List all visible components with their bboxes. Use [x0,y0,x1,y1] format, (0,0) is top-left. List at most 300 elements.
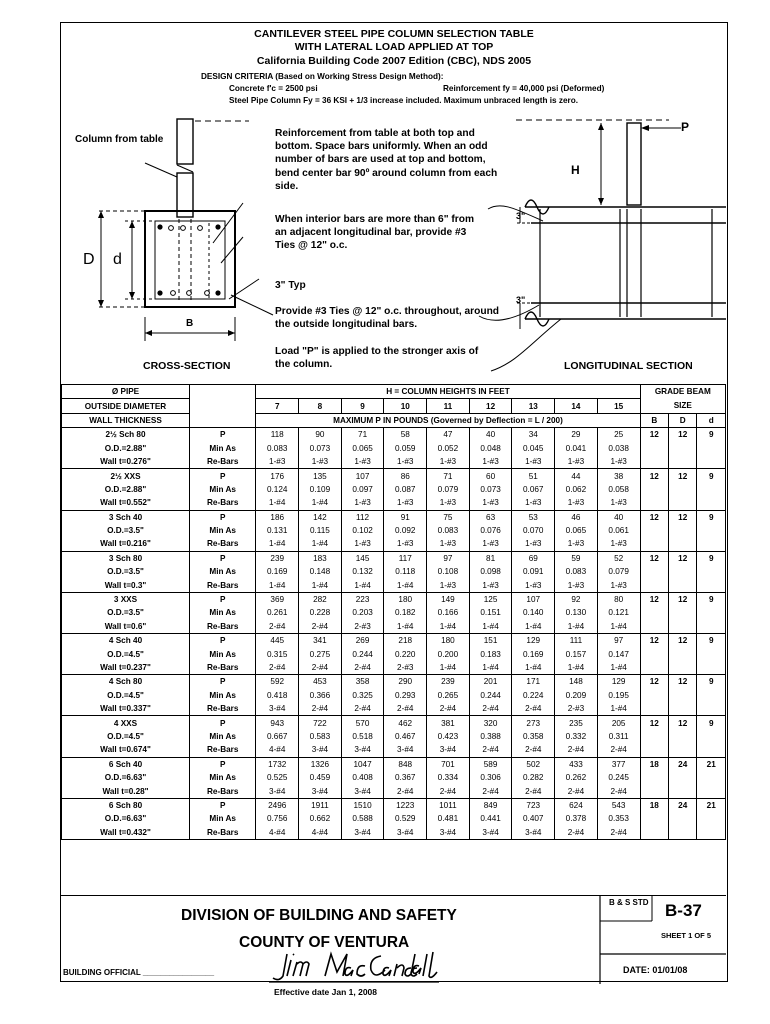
grade-beam-cell: 12 [640,469,668,483]
value-cell: 34 [512,428,555,442]
value-cell: 239 [427,675,470,689]
row-key: P [190,634,256,648]
value-cell: 90 [299,428,342,442]
height-header: 15 [597,399,640,413]
value-cell: 0.441 [469,812,512,825]
value-cell: 92 [555,592,598,606]
pipe-wall: Wall t=0.237" [62,661,190,675]
grade-beam-cell: 18 [640,757,668,771]
value-cell: 2-#4 [512,743,555,757]
cross-section-label: CROSS-SECTION [143,360,231,372]
grade-beam-empty [697,702,726,716]
value-cell: 0.459 [299,771,342,784]
value-cell: 1-#4 [512,620,555,634]
grade-beam-cell: 12 [669,551,697,565]
value-cell: 1-#4 [555,620,598,634]
size-col-header: B [640,413,668,427]
value-cell: 0.121 [597,606,640,619]
pipe-wall: Wall t=0.216" [62,537,190,551]
value-cell: 0.353 [597,812,640,825]
pipe-name: 6 Sch 80 [62,798,190,812]
grade-beam-empty [640,647,668,660]
criteria-heading: DESIGN CRITERIA (Based on Working Stress Design Method): [201,72,444,81]
value-cell: 273 [512,716,555,730]
value-cell: 0.529 [384,812,427,825]
row-key: Re-Bars [190,455,256,469]
value-cell: 269 [341,634,384,648]
value-cell: 1-#4 [427,620,470,634]
grade-beam-empty [669,620,697,634]
grade-beam-empty [669,565,697,578]
height-header: 8 [299,399,342,413]
grade-beam-empty [669,743,697,757]
value-cell: 2-#4 [469,743,512,757]
value-cell: 97 [597,634,640,648]
value-cell: 2-#4 [341,661,384,675]
row-key: Re-Bars [190,826,256,840]
row-key: Re-Bars [190,620,256,634]
grade-beam-cell: 12 [640,634,668,648]
value-cell: 25 [597,428,640,442]
value-cell: 1326 [299,757,342,771]
value-cell: 0.306 [469,771,512,784]
pipe-wall: Wall t=0.552" [62,496,190,510]
value-cell: 0.151 [469,606,512,619]
height-header: 9 [341,399,384,413]
value-cell: 369 [256,592,299,606]
value-cell: 0.059 [384,442,427,455]
value-cell: 849 [469,798,512,812]
value-cell: 0.388 [469,730,512,743]
grade-beam-empty [669,661,697,675]
note-interior-bars: When interior bars are more than 6" from an adjacent longitudinal bar, provide #3 Ties @ 12" o.c. [275,214,474,252]
value-cell: 171 [512,675,555,689]
value-cell: 0.124 [256,483,299,496]
table-row [62,483,726,496]
table-row [62,798,726,812]
value-cell: 381 [427,716,470,730]
row-key: Min As [190,689,256,702]
value-cell: 0.183 [469,647,512,660]
value-cell: 462 [384,716,427,730]
value-cell: 1-#3 [427,578,470,592]
value-cell: 0.045 [512,442,555,455]
value-cell: 0.065 [555,524,598,537]
value-cell: 3-#4 [427,826,470,840]
value-cell: 3-#4 [469,826,512,840]
table-row [62,428,726,442]
table-row [62,442,726,455]
value-cell: 0.282 [512,771,555,784]
value-cell: 1-#4 [256,537,299,551]
value-cell: 117 [384,551,427,565]
title-line-1: CANTILEVER STEEL PIPE COLUMN SELECTION TABLE [254,28,534,40]
pipe-od: O.D.=4.5" [62,647,190,660]
pipe-od: O.D.=3.5" [62,606,190,619]
grade-beam-cell: 12 [669,469,697,483]
value-cell: 2-#4 [256,661,299,675]
row-key: Min As [190,647,256,660]
value-cell: 46 [555,510,598,524]
value-cell: 1-#3 [555,496,598,510]
value-cell: 589 [469,757,512,771]
value-cell: 723 [512,798,555,812]
grade-beam-empty [669,442,697,455]
value-cell: 3-#4 [427,743,470,757]
pipe-wall: Wall t=0.276" [62,455,190,469]
table-row [62,455,726,469]
table-row [62,743,726,757]
criteria-concrete: Concrete f'c = 2500 psi [229,84,318,93]
value-cell: 453 [299,675,342,689]
value-cell: 0.588 [341,812,384,825]
value-cell: 2-#4 [341,702,384,716]
header-pipe: Ø PIPE [62,385,190,399]
grade-beam-empty [640,826,668,840]
value-cell: 0.091 [512,565,555,578]
value-cell: 1-#3 [341,455,384,469]
value-cell: 0.073 [299,442,342,455]
value-cell: 722 [299,716,342,730]
grade-beam-cell: 12 [640,716,668,730]
pipe-wall: Wall t=0.674" [62,743,190,757]
standard-number: B-37 [665,901,702,920]
note-3in-typ: 3" Typ [275,280,306,291]
value-cell: 1-#4 [469,661,512,675]
grade-beam-empty [640,483,668,496]
value-cell: 180 [384,592,427,606]
height-H-label: H [571,163,580,177]
value-cell: 1-#4 [384,620,427,634]
value-cell: 2-#4 [555,784,598,798]
grade-beam-cell: 12 [640,510,668,524]
value-cell: 2-#4 [512,784,555,798]
grade-beam-empty [640,524,668,537]
row-key: P [190,757,256,771]
row-key: Min As [190,524,256,537]
criteria-steel: Steel Pipe Column Fy = 36 KSI + 1/3 increase included. Maximum unbraced length is zero. [229,96,578,105]
row-key: Min As [190,730,256,743]
grade-beam-empty [669,537,697,551]
pipe-name: 6 Sch 40 [62,757,190,771]
value-cell: 176 [256,469,299,483]
value-cell: 1223 [384,798,427,812]
pipe-od: O.D.=2.88" [62,442,190,455]
height-header: 12 [469,399,512,413]
value-cell: 2-#4 [427,702,470,716]
value-cell: 1-#3 [384,455,427,469]
grade-beam-empty [697,771,726,784]
row-key: P [190,798,256,812]
pipe-wall: Wall t=0.3" [62,578,190,592]
value-cell: 1-#4 [597,702,640,716]
value-cell: 3-#4 [341,784,384,798]
value-cell: 3-#4 [256,702,299,716]
value-cell: 53 [512,510,555,524]
value-cell: 2-#4 [299,661,342,675]
value-cell: 0.132 [341,565,384,578]
value-cell: 0.140 [512,606,555,619]
table-row [62,730,726,743]
grade-beam-empty [669,812,697,825]
grade-beam-cell: 9 [697,634,726,648]
table-row [62,716,726,730]
value-cell: 0.182 [384,606,427,619]
pipe-od: O.D.=6.63" [62,812,190,825]
value-cell: 80 [597,592,640,606]
value-cell: 1047 [341,757,384,771]
value-cell: 2-#4 [384,702,427,716]
value-cell: 0.262 [555,771,598,784]
grade-beam-empty [669,606,697,619]
table-row [62,496,726,510]
criteria-reinforcement: Reinforcement fy = 40,000 psi (Deformed) [443,84,605,93]
value-cell: 1-#4 [299,578,342,592]
value-cell: 0.367 [384,771,427,784]
table-row [62,606,726,619]
grade-beam-empty [669,784,697,798]
value-cell: 0.097 [341,483,384,496]
row-key: P [190,551,256,565]
value-cell: 0.092 [384,524,427,537]
value-cell: 75 [427,510,470,524]
value-cell: 1-#3 [512,455,555,469]
value-cell: 3-#4 [256,784,299,798]
value-cell: 1-#3 [597,455,640,469]
value-cell: 0.102 [341,524,384,537]
grade-beam-empty [669,455,697,469]
value-cell: 282 [299,592,342,606]
value-cell: 0.048 [469,442,512,455]
value-cell: 148 [555,675,598,689]
row-key: Min As [190,565,256,578]
value-cell: 2-#3 [341,620,384,634]
value-cell: 1-#4 [597,661,640,675]
grade-beam-cell: 12 [640,428,668,442]
value-cell: 51 [512,469,555,483]
grade-beam-empty [640,702,668,716]
pipe-name: 3 XXS [62,592,190,606]
value-cell: 0.378 [555,812,598,825]
value-cell: 2-#4 [597,743,640,757]
value-cell: 290 [384,675,427,689]
selection-table [61,384,726,840]
value-cell: 3-#4 [299,784,342,798]
value-cell: 1-#3 [427,496,470,510]
value-cell: 0.083 [555,565,598,578]
std-label: B & S STD [609,898,649,907]
value-cell: 0.115 [299,524,342,537]
value-cell: 71 [427,469,470,483]
value-cell: 0.667 [256,730,299,743]
grade-beam-empty [697,661,726,675]
value-cell: 0.467 [384,730,427,743]
value-cell: 0.583 [299,730,342,743]
value-cell: 0.662 [299,812,342,825]
value-cell: 1-#3 [469,578,512,592]
value-cell: 0.407 [512,812,555,825]
cover-top-label: 3" [516,211,526,221]
pipe-name: 4 XXS [62,716,190,730]
pipe-name: 2½ XXS [62,469,190,483]
grade-beam-cell: 12 [669,428,697,442]
grade-beam-cell: 9 [697,469,726,483]
table-row [62,784,726,798]
value-cell: 0.311 [597,730,640,743]
value-cell: 0.209 [555,689,598,702]
value-cell: 201 [469,675,512,689]
value-cell: 2-#4 [469,784,512,798]
table-row [62,510,726,524]
grade-beam-cell: 21 [697,798,726,812]
pipe-name: 4 Sch 40 [62,634,190,648]
grade-beam-empty [640,743,668,757]
table-row [62,647,726,660]
pipe-od: O.D.=3.5" [62,524,190,537]
value-cell: 2-#4 [597,826,640,840]
row-key: Re-Bars [190,578,256,592]
value-cell: 1-#4 [256,496,299,510]
value-cell: 69 [512,551,555,565]
value-cell: 592 [256,675,299,689]
value-cell: 543 [597,798,640,812]
pipe-name: 2½ Sch 80 [62,428,190,442]
value-cell: 0.332 [555,730,598,743]
grade-beam-cell: 9 [697,675,726,689]
value-cell: 0.195 [597,689,640,702]
pipe-wall: Wall t=0.432" [62,826,190,840]
value-cell: 3-#4 [384,826,427,840]
value-cell: 2-#4 [597,784,640,798]
value-cell: 0.261 [256,606,299,619]
value-cell: 2-#4 [299,702,342,716]
value-cell: 0.169 [512,647,555,660]
pipe-wall: Wall t=0.6" [62,620,190,634]
value-cell: 1-#3 [555,578,598,592]
effective-date-text: Effective date Jan 1, 2008 [274,987,378,997]
value-cell: 2-#4 [555,743,598,757]
value-cell: 183 [299,551,342,565]
value-cell: 63 [469,510,512,524]
value-cell: 445 [256,634,299,648]
grade-beam-cell: 9 [697,592,726,606]
value-cell: 3-#4 [341,743,384,757]
value-cell: 701 [427,757,470,771]
label-column-from-table: Column from table [75,134,164,145]
title-line-3: California Building Code 2007 Edition (CBC), NDS 2005 [256,55,532,67]
value-cell: 60 [469,469,512,483]
value-cell: 112 [341,510,384,524]
header-max-p: MAXIMUM P IN POUNDS (Governed by Deflection = L / 200) [256,413,640,427]
grade-beam-empty [697,565,726,578]
header-od: OUTSIDE DIAMETER [62,399,190,413]
grade-beam-empty [697,647,726,660]
value-cell: 1-#3 [341,537,384,551]
value-cell: 1-#3 [427,455,470,469]
grade-beam-empty [640,537,668,551]
load-P-label: P [681,120,690,134]
grade-beam-cell: 12 [640,675,668,689]
value-cell: 111 [555,634,598,648]
size-col-header: d [697,413,726,427]
value-cell: 2-#4 [469,702,512,716]
value-cell: 91 [384,510,427,524]
value-cell: 1-#3 [469,537,512,551]
value-cell: 29 [555,428,598,442]
value-cell: 0.244 [469,689,512,702]
value-cell: 1-#3 [384,537,427,551]
table-row [62,757,726,771]
value-cell: 0.366 [299,689,342,702]
value-cell: 0.228 [299,606,342,619]
value-cell: 186 [256,510,299,524]
value-cell: 1510 [341,798,384,812]
dim-D-label: D [83,251,95,268]
value-cell: 2-#4 [555,826,598,840]
division-name: DIVISION OF BUILDING AND SAFETY [181,907,457,924]
grade-beam-empty [669,689,697,702]
row-key: Re-Bars [190,702,256,716]
grade-beam-empty [640,812,668,825]
grade-beam-empty [640,565,668,578]
value-cell: 0.109 [299,483,342,496]
value-cell: 40 [469,428,512,442]
value-cell: 58 [384,428,427,442]
value-cell: 0.041 [555,442,598,455]
value-cell: 3-#4 [384,743,427,757]
value-cell: 1-#4 [341,578,384,592]
dim-B-label: B [186,318,194,329]
row-key: P [190,469,256,483]
size-col-header: D [669,413,697,427]
pipe-name: 3 Sch 40 [62,510,190,524]
table-row [62,537,726,551]
row-key: P [190,716,256,730]
value-cell: 1-#3 [555,455,598,469]
value-cell: 2-#3 [555,702,598,716]
grade-beam-cell: 24 [669,757,697,771]
grade-beam-cell: 12 [669,675,697,689]
pipe-od: O.D.=2.88" [62,483,190,496]
value-cell: 0.169 [256,565,299,578]
building-official-line: BUILDING OFFICIAL ________________ [63,968,215,977]
height-header: 7 [256,399,299,413]
value-cell: 1-#4 [256,578,299,592]
grade-beam-cell: 24 [669,798,697,812]
value-cell: 1-#3 [555,537,598,551]
header-grade-beam: GRADE BEAM [640,385,725,399]
header-wall: WALL THICKNESS [62,413,190,427]
value-cell: 1-#4 [384,578,427,592]
pipe-wall: Wall t=0.28" [62,784,190,798]
value-cell: 0.756 [256,812,299,825]
signature [269,946,439,986]
value-cell: 0.325 [341,689,384,702]
pipe-od: O.D.=6.63" [62,771,190,784]
value-cell: 2-#4 [256,620,299,634]
grade-beam-cell: 12 [640,551,668,565]
value-cell: 0.131 [256,524,299,537]
value-cell: 0.118 [384,565,427,578]
value-cell: 129 [597,675,640,689]
value-cell: 0.423 [427,730,470,743]
grade-beam-empty [697,578,726,592]
value-cell: 848 [384,757,427,771]
value-cell: 0.070 [512,524,555,537]
table-row [62,565,726,578]
grade-beam-empty [640,784,668,798]
grade-beam-cell: 9 [697,510,726,524]
